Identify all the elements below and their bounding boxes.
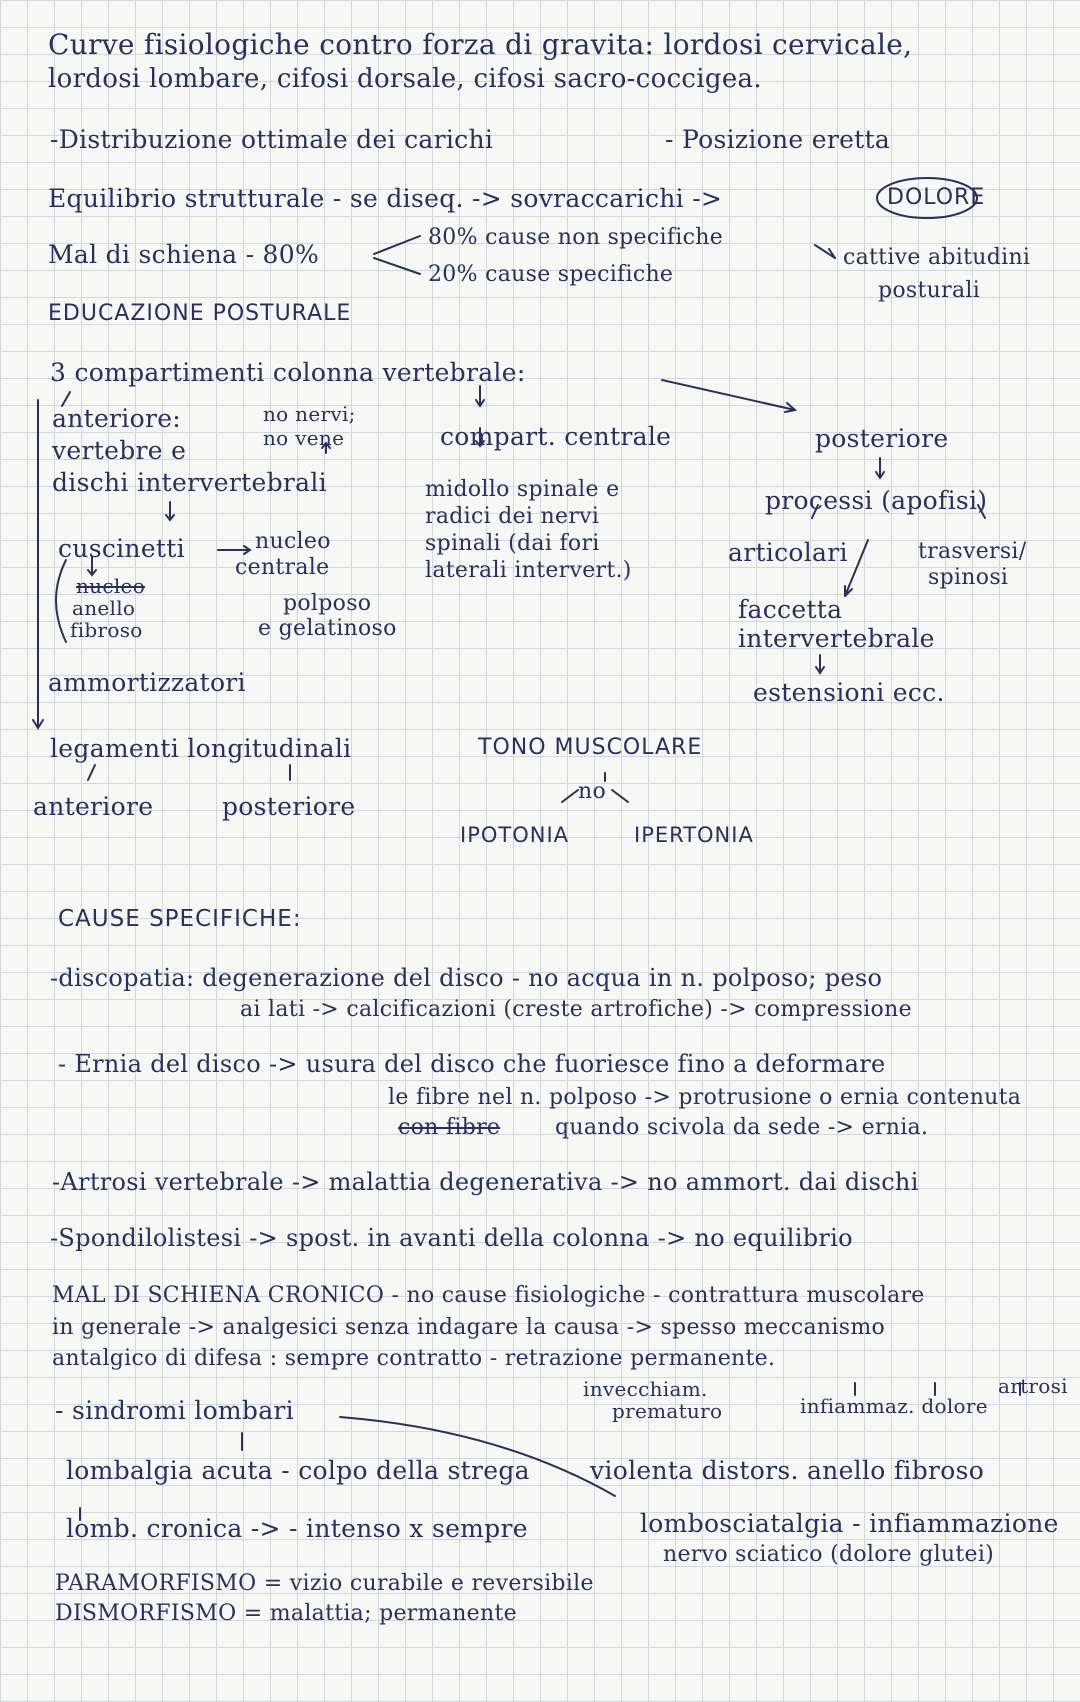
pain-label: DOLORE [887,185,986,210]
anterior-line-3: dischi intervertebrali [52,468,327,497]
sciatica-line-2: nervo sciatico (dolore glutei) [663,1542,995,1567]
muscle-tone-title: TONO MUSCOLARE [478,735,703,760]
central-line-1: midollo spinale e [425,477,620,502]
anterior-line-2: vertebre e [52,436,187,465]
pulpy-label-1: polposo [283,591,372,616]
intro-line-1: Curve fisiologiche contro forza di gravita: lordosi cervicale, [48,28,913,61]
ligament-posterior: posteriore [222,792,356,821]
acute-lumbago: lombalgia acuta - colpo della strega [66,1456,530,1485]
muscle-tone-no: no [578,779,607,804]
sciatica-line-1: lombosciatalgia - infiammazione [640,1509,1059,1538]
no-nerves: no nervi; [263,402,356,426]
aging-label-1: invecchiam. [583,1377,708,1401]
spondylolisthesis-line: -Spondilolistesi -> spost. in avanti della colonna -> no equilibrio [50,1224,853,1252]
intro-line-2: lordosi lombare, cifosi dorsale, cifosi sacro-coccigea. [48,64,762,94]
arthrosis-line: -Artrosi vertebrale -> malattia degenerativa -> no ammort. dai dischi [52,1168,919,1196]
ring-label-1: anello [72,596,136,620]
arrow-icon [876,458,884,478]
arrow-icon [218,546,250,554]
posterior-heading: posteriore [815,424,949,453]
equilibrium-text: Equilibrio strutturale - se diseq. -> sovraccarichi -> [48,184,723,213]
back-pain-label: Mal di schiena - 80% [48,240,320,269]
discopathy-line-2: ai lati -> calcificazioni (creste artrofiche) -> compressione [240,997,912,1022]
arrow-icon [166,502,174,520]
central-heading: compart. centrale [440,422,672,451]
pulpy-label-2: e gelatinoso [258,616,397,641]
chronic-line-1: MAL DI SCHIENA CRONICO - no cause fisiologiche - contrattura muscolare [52,1283,925,1308]
postural-education-title: EDUCAZIONE POSTURALE [48,301,352,326]
cushions-label: cuscinetti [58,534,185,563]
extensions-label: estensioni ecc. [753,678,945,707]
processes-label: processi (apofisi) [765,486,988,515]
nucleus-label-2: centrale [235,555,330,580]
arthrosis-label: artrosi [998,1374,1068,1398]
central-line-4: laterali intervert.) [425,558,632,583]
hernia-line-2: le fibre nel n. polposo -> protrusione o ernia contenuta [388,1085,1022,1110]
nucleus-label-1: nucleo [255,529,331,554]
ligaments-title: legamenti longitudinali [50,734,352,763]
branch-icon [88,765,290,780]
hernia-line-3: quando scivola da sede -> ernia. [555,1115,929,1140]
specific-causes-title: CAUSE SPECIFICHE: [58,906,302,932]
aging-label-2: prematuro [612,1399,723,1423]
upright-position-text: - Posizione eretta [665,125,891,154]
bad-habits-1: cattive abitudini [843,245,1031,270]
ring-label-2: fibroso [70,618,143,642]
arrow-icon [476,386,484,406]
compartments-title: 3 compartimenti colonna vertebrale: [50,358,526,387]
arrow-icon [845,540,868,596]
distribution-text: -Distribuzione ottimale dei carichi [50,125,494,154]
chronic-line-3: antalgico di difesa : sempre contratto - retrazione permanente. [52,1346,776,1371]
hypotonia-label: IPOTONIA [460,823,570,847]
absorbers-label: ammortizzatori [48,668,246,697]
hernia-line-1: - Ernia del disco -> usura del disco che fuoriesce fino a deformare [58,1050,886,1078]
anterior-heading: anteriore: [52,404,182,433]
arrow-icon [662,380,795,412]
inflammation-label: infiammaz. dolore [800,1394,988,1418]
violent-sprain: violenta distors. anello fibroso [590,1456,985,1485]
lumbar-syndromes: - sindromi lombari [55,1396,294,1425]
central-line-2: radici dei nervi [425,504,600,529]
nonspecific-causes: 80% cause non specifiche [428,225,724,250]
facet-label-2: intervertebrale [738,624,935,653]
specific-causes: 20% cause specifiche [428,262,674,287]
bracket-icon [56,560,66,642]
articular-label: articolari [728,538,848,567]
transverse-label-2: spinosi [928,565,1009,590]
facet-label-1: faccetta [738,595,843,624]
dysmorphism-definition: DISMORFISMO = malattia; permanente [55,1601,517,1626]
arrow-icon [815,245,835,258]
hernia-struck-text: con fibre [398,1115,501,1140]
bad-habits-2: posturali [878,278,981,303]
paramorphism-definition: PARAMORFISMO = vizio curabile e reversibile [55,1571,594,1596]
arrow-icon [33,400,43,728]
chronic-line-2: in generale -> analgesici senza indagare la causa -> spesso meccanismo [52,1315,886,1340]
hypertonia-label: IPERTONIA [634,823,754,847]
ring-struck-label: nucleo [76,574,146,598]
no-veins: no vene [263,426,345,450]
chronic-lumbago: lomb. cronica -> - intenso x sempre [66,1514,528,1543]
transverse-label-1: trasversi/ [918,539,1027,564]
central-line-3: spinali (dai fori [425,531,600,556]
split-bracket-icon [374,236,420,274]
arrow-icon [816,655,824,673]
discopathy-line-1: -discopatia: degenerazione del disco - no acqua in n. polposo; peso [50,964,883,992]
ligament-anterior: anteriore [33,792,154,821]
